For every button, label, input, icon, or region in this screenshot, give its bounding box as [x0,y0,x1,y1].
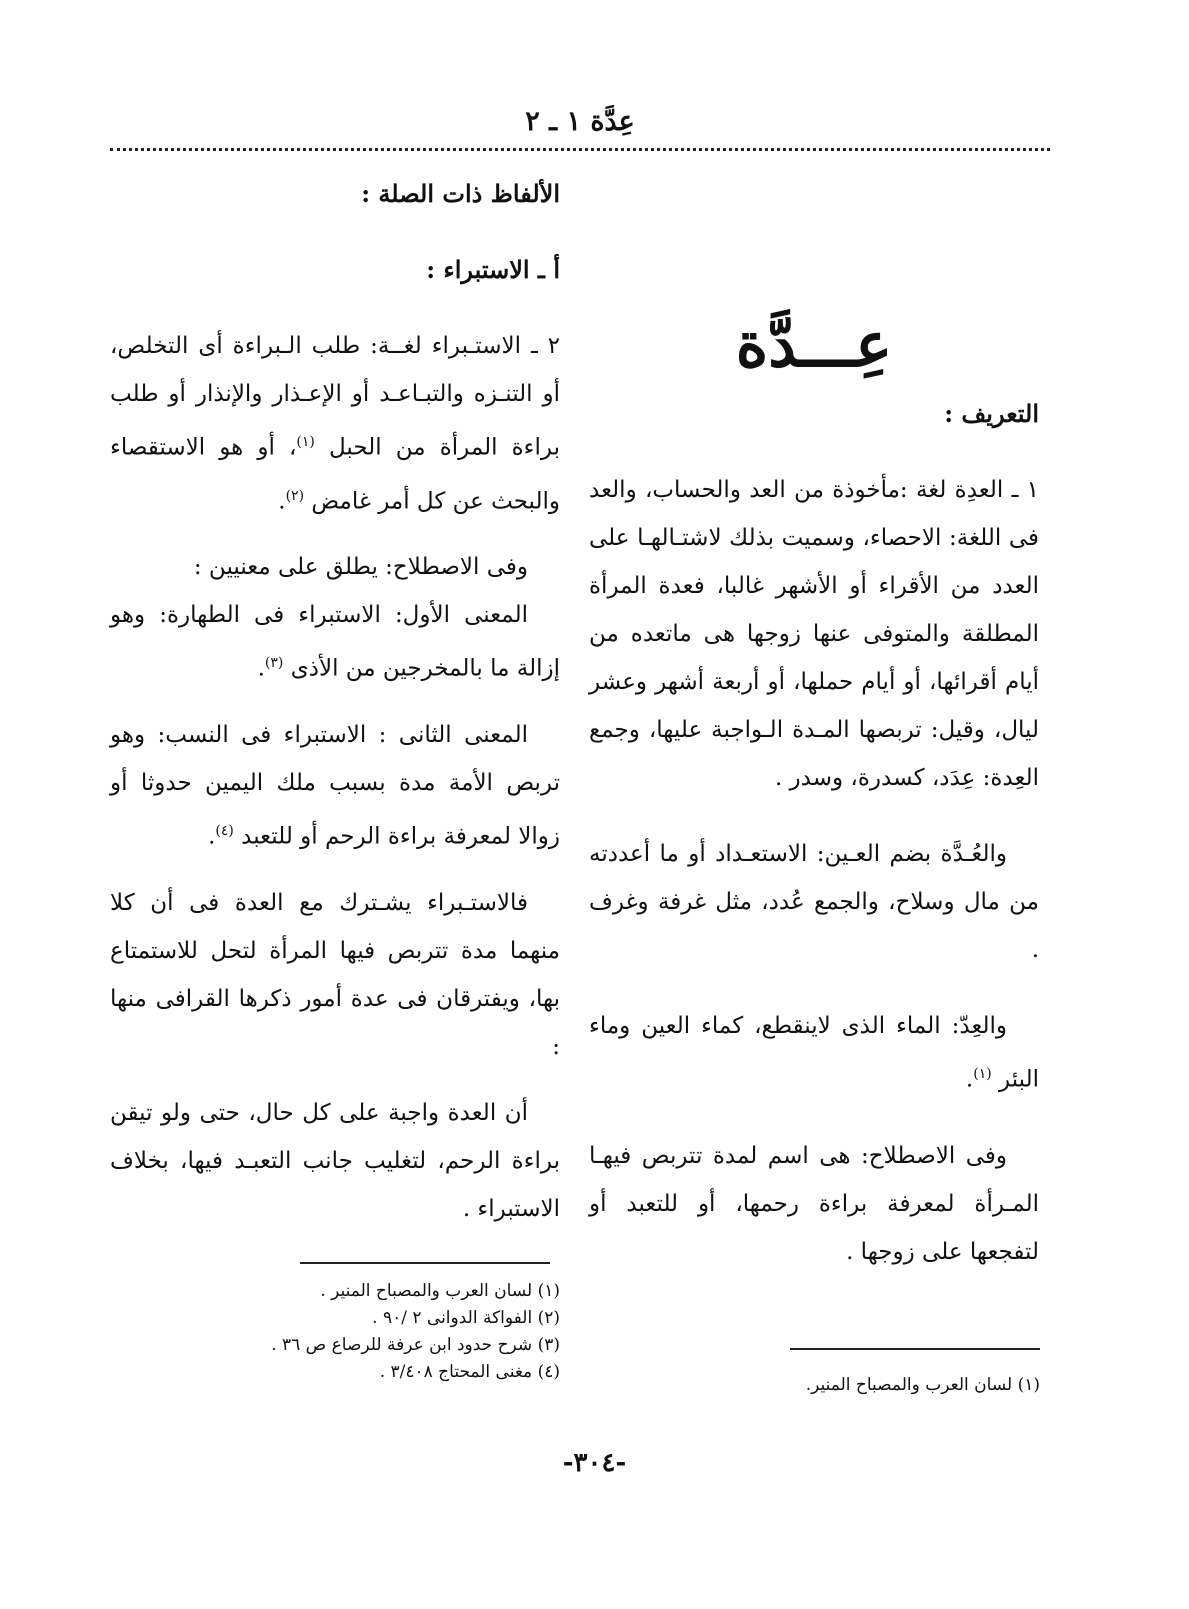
paragraph-text: المعنى الثانى : الاستبراء فى النسب: وهو تربص الأمة مدة بسبب ملك اليمين حدوثا أو زوالا لمعرفة براءة الرحم أو للتعبد [110,721,560,850]
left-column [110,170,560,1233]
definition-paragraph-2: والعُـدَّة بضم العـين: الاستعـداد أو ما أعددته من مال وسلاح، والجمع عُدد، مثل غرفة وغرف . [589,841,1039,963]
header-dotted-divider [110,148,1050,151]
paragraph-text: ٢ ـ الاستـبراء لغــة: طلب الـبراءة أى التخلص، أو التنـزه والتبـاعـد أو الإعـذار والإنذار أو طلب براءة المرأة من الحبل [110,333,560,461]
running-header-title: عِدَّة ١ ـ ٢ [525,106,635,137]
related-terms-heading: الألفاظ ذات الصلة : [361,179,560,208]
footnote-ref: (١) [973,1066,992,1082]
istibra-paragraph-3 [110,591,560,693]
footnote-item: (٣) شرح حدود ابن عرفة للرصاع ص ٣٦ . [271,1335,560,1355]
footnote-item: (٤) مغنى المحتاج ٣/٤٠٨ . [379,1362,560,1382]
paragraph-end: . [278,488,286,515]
paragraph-end: . [257,655,265,682]
page-number: -٣٠٤- [562,1448,627,1478]
right-footnote-divider [790,1348,1040,1350]
istibra-paragraph-4 [110,711,560,861]
footnote-item: (٢) الفواكة الدوانى ٢ /٩٠ . [372,1308,560,1328]
left-footnotes [160,1278,560,1386]
right-footnotes [620,1372,1040,1399]
istibra-paragraph-5: فالاستـبراء يشـترك مع العدة فى أن كلا منهما مدة تتربص فيها المرأة لتحل للاستمتاع بها، ويفترقان فى عدة أمور ذكرها القرافى منها : [110,889,560,1060]
paragraph-text: المعنى الأول: الاستبراء فى الطهارة: وهو إزالة ما بالمخرجين من الأذى [110,602,560,682]
entry-title: عِـــدَّة [735,308,893,381]
paragraph-end: . [208,823,216,850]
definition-paragraph-4: وفى الاصطلاح: هى اسم لمدة تتربص فيهـا المـرأة لمعرفة براءة رحمها، أو للتعبد أو لتفجعها على زوجها . [589,1142,1039,1265]
istibra-subheading: أ ـ الاستبراء : [426,255,560,284]
paragraph-end: . [965,1066,974,1093]
istibra-paragraph-1 [110,322,560,525]
istibra-paragraph-2: وفى الاصطلاح: يطلق على معنيين : [193,554,528,581]
footnote-ref: (٣) [264,655,284,672]
paragraph-text: والعِدّ: الماء الذى لاينقطع، كماء العين وماء البئر [589,1013,1039,1093]
istibra-paragraph-6: أن العدة واجبة على كل حال، حتى ولو تيقن براءة الرحم، لتغليب جانب التعبـد فيها، بخلاف الاستبراء . [110,1099,560,1222]
footnote-ref: (١) [296,434,315,450]
definition-paragraph-3 [589,1002,1039,1104]
left-footnote-divider [300,1262,550,1264]
footnote-ref: (٢) [285,487,305,504]
footnote-item: (١) لسان العرب والمصباح المنير . [320,1281,560,1301]
definition-paragraph-1: ١ ـ العدِة لغة :مأخوذة من العد والحساب، والعد فى اللغة: الاحصاء، وسميت بذلك لاشتـالهـا على العدد من الأقراء أو الأشهر غالبا، فعدة المرأة المطلقة والمتوفى عنها زوجها هى ماتعده من أيام أقرائها، أو أيام حملها، أو أربعة أشهر وعشر ليال، وقيل: تربصها المـدة الـواجبة عليها، وجمع العِدة: عِدَد، كسدرة، وسدر . [589,477,1039,791]
footnote-item: (١) لسان العرب والمصباح المنير. [805,1375,1040,1395]
right-column [589,170,1039,1276]
definition-heading: التعريف : [944,399,1039,428]
footnote-ref: (٤) [215,822,234,839]
paragraph-text: ، أو هو الاستقصاء والبحث عن كل أمر غامض [110,434,560,515]
